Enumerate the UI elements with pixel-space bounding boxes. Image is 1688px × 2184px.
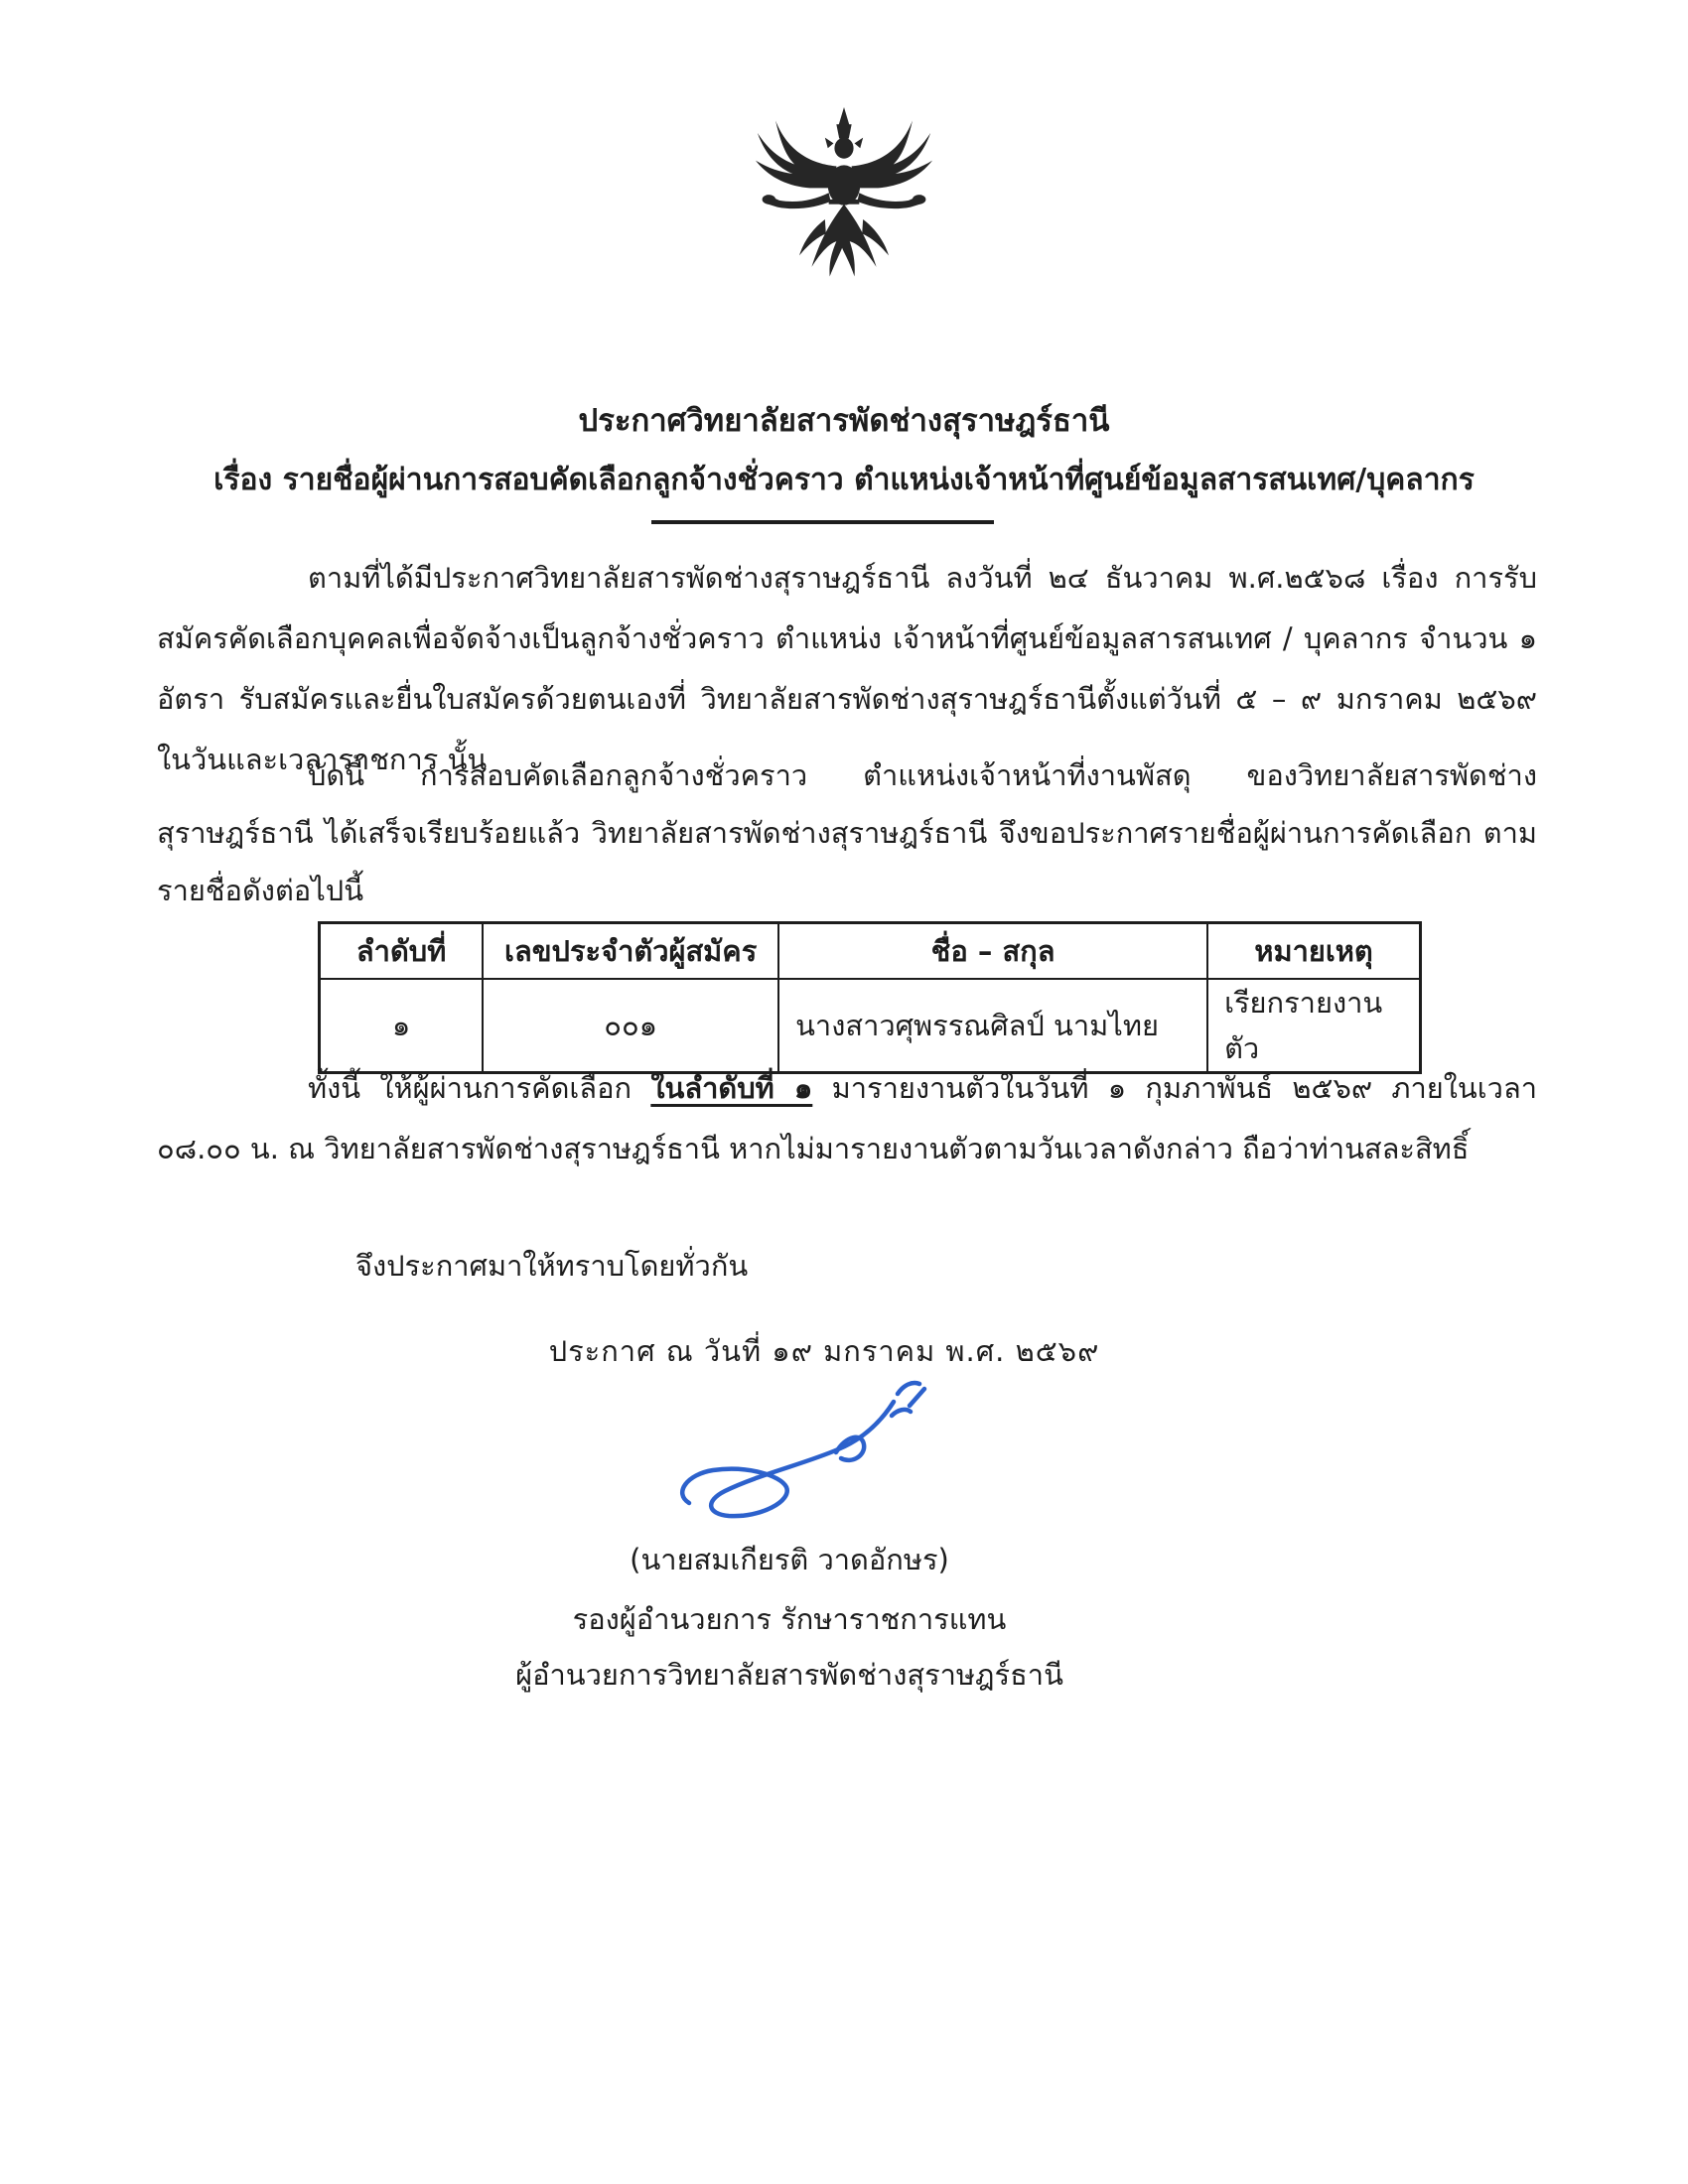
instruction-text-post: มารายงานตัวในวันที่ ๑ กุมภาพันธ์ ๒๕๖๙ ภายในเวลา ๐๘.๐๐ น. ณ วิทยาลัยสารพัดช่างสุราษฎร์ธานี หากไม่มารายงานตัวตามวันเวลาดังกล่าว ถือว่าท่านสละสิทธิ์ bbox=[157, 1071, 1538, 1165]
signer-position: รองผู้อำนวยการ รักษาราชการแทน bbox=[572, 1602, 1007, 1636]
header-remark: หมายเหตุ bbox=[1207, 923, 1420, 980]
result-table bbox=[318, 921, 1422, 1074]
cell-applicant-id: ๐๐๑ bbox=[483, 979, 778, 1073]
cell-full-name: นางสาวศุพรรณศิลป์ นามไทย bbox=[778, 979, 1207, 1073]
header-order-number: ลำดับที่ bbox=[320, 923, 484, 980]
cell-remark: เรียกรายงานตัว bbox=[1207, 979, 1420, 1073]
instruction-rank-emphasis: ในลำดับที่ ๑ bbox=[650, 1071, 813, 1105]
paragraph-instruction bbox=[157, 1058, 1537, 1179]
announcement-date: ประกาศ ณ วันที่ ๑๙ มกราคม พ.ศ. ๒๕๖๙ bbox=[548, 1334, 1100, 1368]
header-full-name: ชื่อ – สกุล bbox=[778, 923, 1207, 980]
signer-name: (นายสมเกียรติ วาดอักษร) bbox=[630, 1543, 949, 1576]
cell-order-number: ๑ bbox=[320, 979, 484, 1073]
announcement-subject: เรื่อง รายชื่อผู้ผ่านการสอบคัดเลือกลูกจ้างชั่วคราว ตำแหน่งเจ้าหน้าที่ศูนย์ข้อมูลสารสนเทศ/บุคลากร bbox=[213, 463, 1475, 497]
title-divider bbox=[651, 520, 994, 524]
signature-icon bbox=[667, 1372, 965, 1540]
instruction-text-pre: ทั้งนี้ ให้ผู้ผ่านการคัดเลือก bbox=[308, 1071, 651, 1105]
paragraph-reference: ตามที่ได้มีประกาศวิทยาลัยสารพัดช่างสุราษฎร์ธานี ลงวันที่ ๒๔ ธันวาคม พ.ศ.๒๕๖๘ เรื่อง การรับสมัครคัดเลือกบุคคลเพื่อจัดจ้างเป็นลูกจ้างชั่วคราว ตำแหน่ง เจ้าหน้าที่ศูนย์ข้อมูลสารสนเทศ / บุคลากร จำนวน ๑ อัตรา รับสมัครและยื่นใบสมัครด้วยตนเองที่ วิทยาลัยสารพัดช่างสุราษฎร์ธานีตั้งแต่วันที่ ๕ – ๙ มกราคม ๒๕๖๙ ในวันและเวลาราชการ นั้น bbox=[157, 561, 1537, 776]
paragraph-result-intro: บัดนี้ การสอบคัดเลือกลูกจ้างชั่วคราว ตำแหน่งเจ้าหน้าที่งานพัสดุ ของวิทยาลัยสารพัดช่างสุราษฎร์ธานี ได้เสร็จเรียบร้อยแล้ว วิทยาลัยสารพัดช่างสุราษฎร์ธานี จึงขอประกาศรายชื่อผู้ผ่านการคัดเลือก ตามรายชื่อดังต่อไปนี้ bbox=[157, 758, 1537, 907]
closing-statement: จึงประกาศมาให้ทราบโดยทั่วกัน bbox=[355, 1249, 749, 1283]
table-header-row bbox=[320, 923, 1421, 980]
announcement-title: ประกาศวิทยาลัยสารพัดช่างสุราษฎร์ธานี bbox=[578, 403, 1110, 439]
garuda-emblem-icon bbox=[728, 107, 961, 292]
signer-authority: ผู้อำนวยการวิทยาลัยสารพัดช่างสุราษฎร์ธานี bbox=[515, 1658, 1063, 1692]
header-applicant-id: เลขประจำตัวผู้สมัคร bbox=[483, 923, 778, 980]
